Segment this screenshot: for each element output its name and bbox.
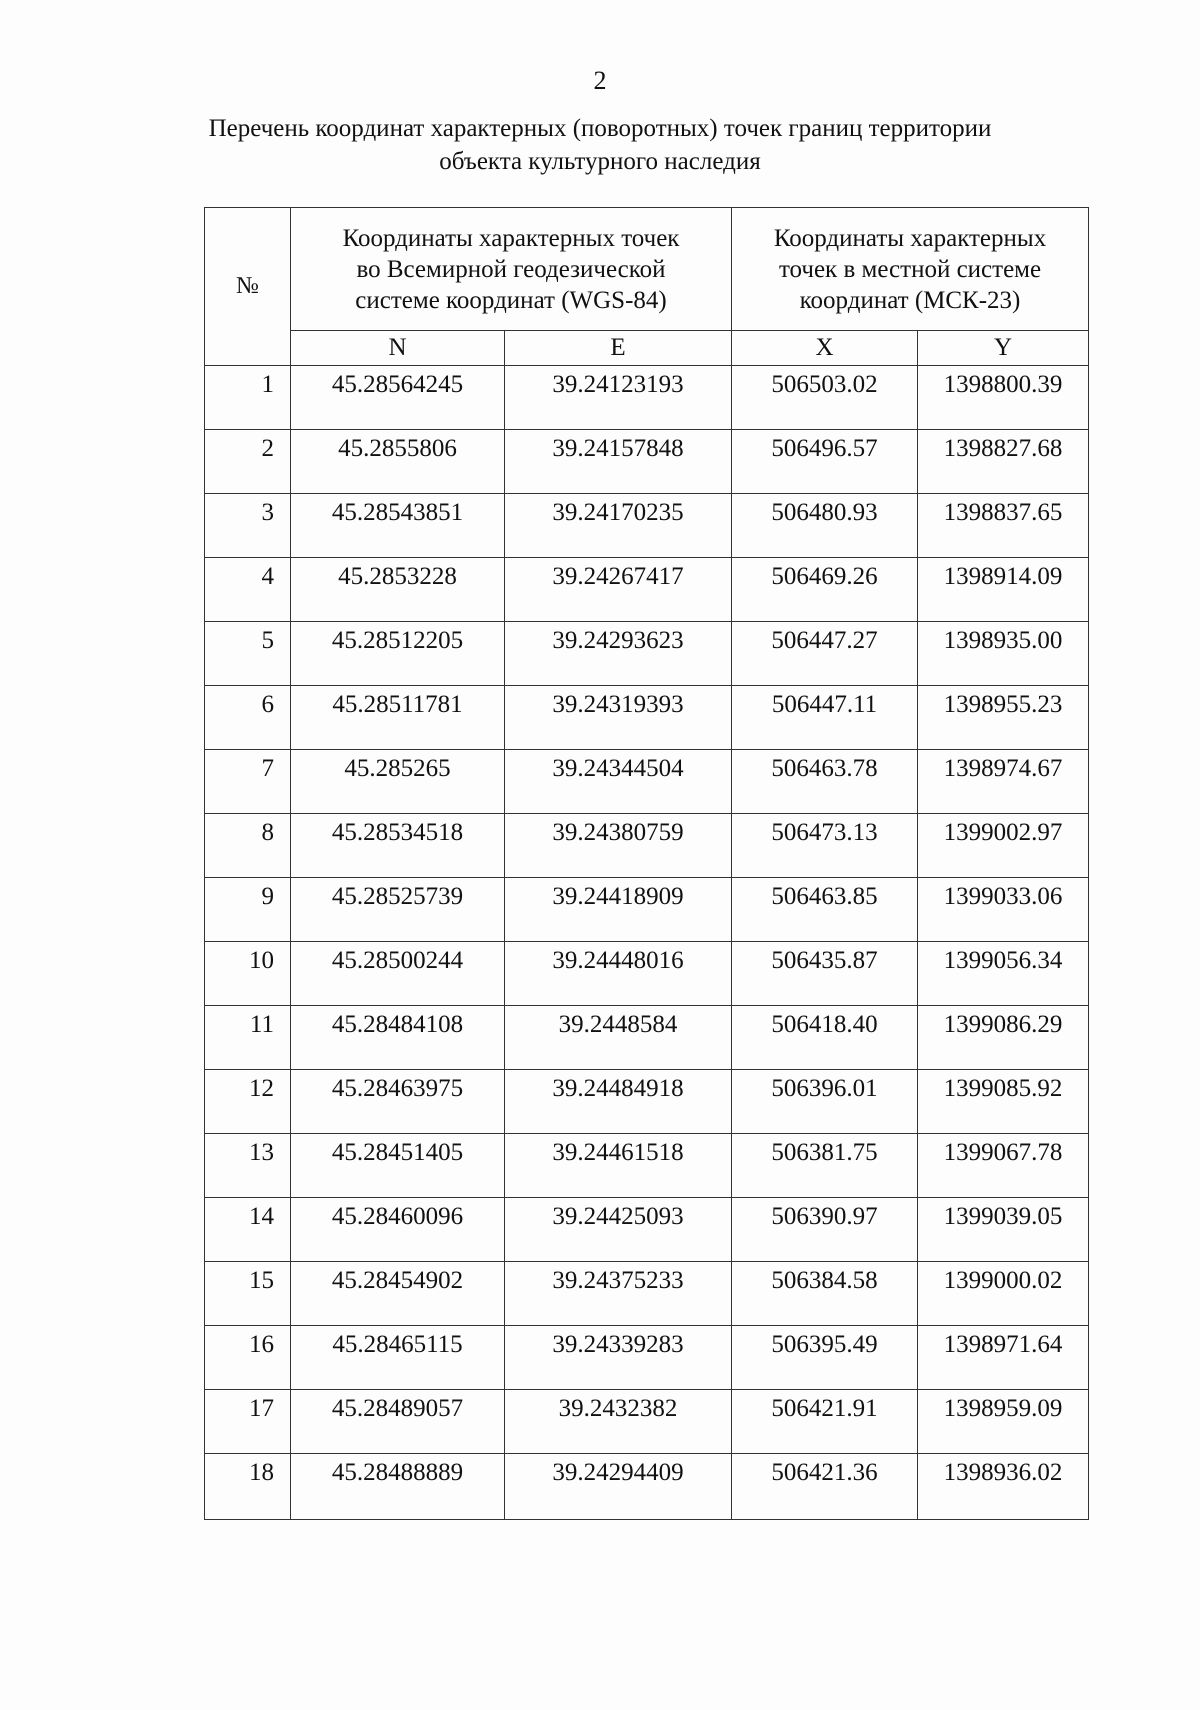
- msk23-x-cell: 506390.97: [732, 1198, 918, 1262]
- point-number-cell: 10: [205, 942, 291, 1006]
- wgs84-n-cell: 45.28500244: [291, 942, 505, 1006]
- table-row: [205, 430, 1089, 494]
- wgs84-e-cell: 39.24461518: [505, 1134, 732, 1198]
- wgs84-n-cell: 45.28534518: [291, 814, 505, 878]
- msk23-y-cell: 1398971.64: [918, 1326, 1089, 1390]
- point-number-cell: 6: [205, 686, 291, 750]
- msk23-y-cell: 1399000.02: [918, 1262, 1089, 1326]
- wgs84-e-cell: 39.24380759: [505, 814, 732, 878]
- msk23-y-cell: 1399002.97: [918, 814, 1089, 878]
- wgs84-n-cell: 45.28460096: [291, 1198, 505, 1262]
- table-row: [205, 1326, 1089, 1390]
- wgs84-n-cell: 45.28543851: [291, 494, 505, 558]
- wgs84-n-cell: 45.28451405: [291, 1134, 505, 1198]
- msk23-x-cell: 506435.87: [732, 942, 918, 1006]
- wgs84-e-cell: 39.24123193: [505, 366, 732, 430]
- wgs84-n-cell: 45.28564245: [291, 366, 505, 430]
- msk23-y-cell: 1399033.06: [918, 878, 1089, 942]
- column-header-e: E: [505, 331, 732, 366]
- msk23-x-cell: 506395.49: [732, 1326, 918, 1390]
- table-row: [205, 942, 1089, 1006]
- table-row: [205, 1262, 1089, 1326]
- wgs84-e-cell: 39.24293623: [505, 622, 732, 686]
- column-header-x: X: [732, 331, 918, 366]
- point-number-cell: 17: [205, 1390, 291, 1454]
- msk23-x-cell: 506496.57: [732, 430, 918, 494]
- msk23-x-cell: 506480.93: [732, 494, 918, 558]
- wgs84-n-cell: 45.28484108: [291, 1006, 505, 1070]
- point-number-cell: 16: [205, 1326, 291, 1390]
- wgs84-e-cell: 39.24344504: [505, 750, 732, 814]
- wgs84-n-cell: 45.28488889: [291, 1454, 505, 1520]
- title-line-1: Перечень координат характерных (поворотных) точек границ территории: [208, 115, 992, 142]
- wgs84-e-cell: 39.24448016: [505, 942, 732, 1006]
- wgs84-e-cell: 39.24170235: [505, 494, 732, 558]
- msk23-y-cell: 1399086.29: [918, 1006, 1089, 1070]
- wgs84-n-cell: 45.28525739: [291, 878, 505, 942]
- table-row: [205, 622, 1089, 686]
- wgs84-n-cell: 45.2853228: [291, 558, 505, 622]
- msk23-y-cell: 1398955.23: [918, 686, 1089, 750]
- msk23-y-cell: 1398827.68: [918, 430, 1089, 494]
- msk23-y-cell: 1398800.39: [918, 366, 1089, 430]
- point-number-cell: 8: [205, 814, 291, 878]
- msk23-y-cell: 1399067.78: [918, 1134, 1089, 1198]
- wgs84-n-cell: 45.28512205: [291, 622, 505, 686]
- msk23-y-cell: 1398974.67: [918, 750, 1089, 814]
- wgs84-e-cell: 39.24375233: [505, 1262, 732, 1326]
- wgs84-e-cell: 39.24294409: [505, 1454, 732, 1520]
- number-column-header: №: [205, 208, 291, 366]
- msk23-x-cell: 506418.40: [732, 1006, 918, 1070]
- msk23-header-line: координат (МСК-23): [799, 286, 1021, 314]
- msk23-header-line: Координаты характерных: [773, 224, 1047, 252]
- wgs84-e-cell: 39.24425093: [505, 1198, 732, 1262]
- wgs84-e-cell: 39.24267417: [505, 558, 732, 622]
- wgs84-n-cell: 45.28489057: [291, 1390, 505, 1454]
- table-row: [205, 814, 1089, 878]
- msk23-y-cell: 1398837.65: [918, 494, 1089, 558]
- wgs84-e-cell: 39.24319393: [505, 686, 732, 750]
- msk23-y-cell: 1399039.05: [918, 1198, 1089, 1262]
- coordinates-table: [204, 207, 1089, 1520]
- msk23-x-cell: 506463.85: [732, 878, 918, 942]
- table-body: [205, 366, 1089, 1520]
- table-row: [205, 366, 1089, 430]
- table-row: [205, 878, 1089, 942]
- point-number-cell: 4: [205, 558, 291, 622]
- msk23-x-cell: 506473.13: [732, 814, 918, 878]
- page-number: 2: [593, 66, 607, 95]
- table-header-row: [205, 208, 1089, 331]
- column-header-y: Y: [918, 331, 1089, 366]
- point-number-cell: 15: [205, 1262, 291, 1326]
- wgs84-n-cell: 45.285265: [291, 750, 505, 814]
- table-row: [205, 1006, 1089, 1070]
- table-subheader-row: [205, 331, 1089, 366]
- msk23-x-cell: 506463.78: [732, 750, 918, 814]
- table-row: [205, 686, 1089, 750]
- wgs84-e-cell: 39.2432382: [505, 1390, 732, 1454]
- point-number-cell: 12: [205, 1070, 291, 1134]
- msk23-y-cell: 1398936.02: [918, 1454, 1089, 1520]
- point-number-cell: 13: [205, 1134, 291, 1198]
- msk23-x-cell: 506421.36: [732, 1454, 918, 1520]
- point-number-cell: 18: [205, 1454, 291, 1520]
- wgs84-e-cell: 39.24418909: [505, 878, 732, 942]
- msk23-x-cell: 506421.91: [732, 1390, 918, 1454]
- table-row: [205, 1070, 1089, 1134]
- wgs84-group-header: [291, 208, 732, 331]
- point-number-cell: 2: [205, 430, 291, 494]
- msk23-x-cell: 506447.27: [732, 622, 918, 686]
- msk23-header-line: точек в местной системе: [778, 255, 1042, 283]
- msk23-x-cell: 506503.02: [732, 366, 918, 430]
- msk23-x-cell: 506396.01: [732, 1070, 918, 1134]
- wgs84-e-cell: 39.24484918: [505, 1070, 732, 1134]
- wgs84-e-cell: 39.24339283: [505, 1326, 732, 1390]
- wgs84-n-cell: 45.28511781: [291, 686, 505, 750]
- msk23-y-cell: 1398959.09: [918, 1390, 1089, 1454]
- msk23-y-cell: 1398914.09: [918, 558, 1089, 622]
- msk23-x-cell: 506381.75: [732, 1134, 918, 1198]
- msk23-group-header: [732, 208, 1089, 331]
- point-number-cell: 14: [205, 1198, 291, 1262]
- wgs84-e-cell: 39.2448584: [505, 1006, 732, 1070]
- table-row: [205, 1198, 1089, 1262]
- table-row: [205, 1454, 1089, 1520]
- point-number-cell: 7: [205, 750, 291, 814]
- wgs84-header-line: во Всемирной геодезической: [356, 255, 666, 283]
- table-row: [205, 558, 1089, 622]
- point-number-cell: 1: [205, 366, 291, 430]
- wgs84-n-cell: 45.28454902: [291, 1262, 505, 1326]
- title-line-2: объекта культурного наследия: [439, 148, 761, 175]
- table-row: [205, 1134, 1089, 1198]
- msk23-y-cell: 1398935.00: [918, 622, 1089, 686]
- wgs84-header-line: системе координат (WGS-84): [355, 286, 667, 314]
- msk23-x-cell: 506447.11: [732, 686, 918, 750]
- point-number-cell: 11: [205, 1006, 291, 1070]
- wgs84-n-cell: 45.2855806: [291, 430, 505, 494]
- msk23-x-cell: 506469.26: [732, 558, 918, 622]
- table-row: [205, 750, 1089, 814]
- wgs84-n-cell: 45.28465115: [291, 1326, 505, 1390]
- msk23-x-cell: 506384.58: [732, 1262, 918, 1326]
- wgs84-e-cell: 39.24157848: [505, 430, 732, 494]
- point-number-cell: 3: [205, 494, 291, 558]
- table-row: [205, 1390, 1089, 1454]
- msk23-y-cell: 1399085.92: [918, 1070, 1089, 1134]
- document-title: [150, 112, 1050, 178]
- wgs84-n-cell: 45.28463975: [291, 1070, 505, 1134]
- msk23-y-cell: 1399056.34: [918, 942, 1089, 1006]
- point-number-cell: 9: [205, 878, 291, 942]
- wgs84-header-line: Координаты характерных точек: [342, 224, 680, 252]
- point-number-cell: 5: [205, 622, 291, 686]
- table-row: [205, 494, 1089, 558]
- column-header-n: N: [291, 331, 505, 366]
